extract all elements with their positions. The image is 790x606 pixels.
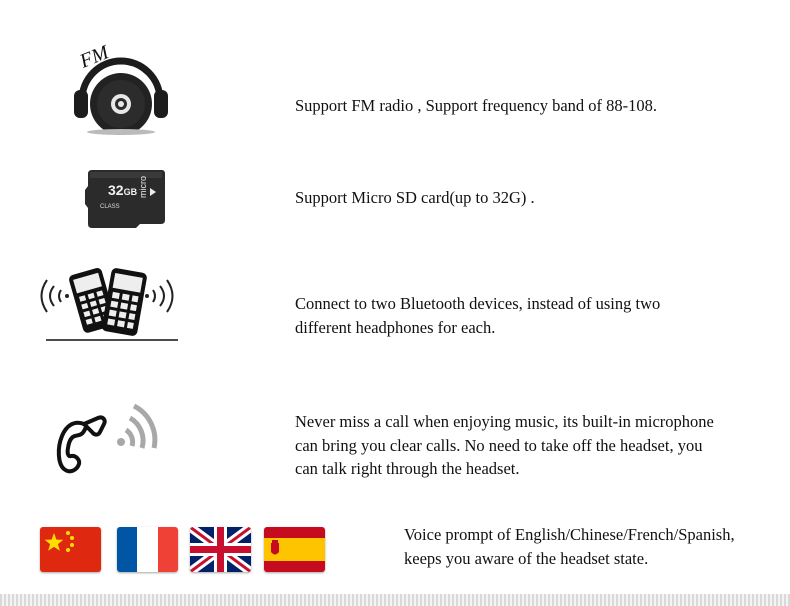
voice-text-line-2: keeps you aware of the headset state. [404,548,649,568]
uk-flag-icon [190,527,251,572]
voice-text-line-1: Voice prompt of English/Chinese/French/Spanish, [404,525,735,544]
call-text-line-3: can talk right through the headset. [295,459,520,478]
bottom-divider-band [0,594,790,606]
fm-radio-icon [68,42,174,136]
sd-capacity [108,182,137,198]
fm-label: FM [76,41,112,73]
bluetooth-text-line-2: different headphones for each. [295,317,496,337]
france-flag-icon [117,527,178,572]
sd-capacity-number: 32 [108,182,124,198]
call-feature-text [295,410,775,481]
spain-flag-icon [264,527,325,572]
bluetooth-feature-text [295,292,765,339]
voice-prompt-text [404,523,784,570]
sd-brand-label: micro [138,176,148,198]
phone-call-icon [54,402,162,476]
sd-feature-text: Support Micro SD card(up to 32G) . [295,188,535,207]
fm-feature-text: Support FM radio , Support frequency band of 88-108. [295,96,658,115]
two-phones-signal-icon [36,262,180,342]
bluetooth-text-line-1: Connect to two Bluetooth devices, instead of using two [295,294,661,313]
sd-class-label: CLASS [100,204,120,210]
micro-sd-card-icon [84,168,166,230]
call-text-line-1: Never miss a call when enjoying music, its built-in microphone [295,412,714,431]
china-flag-icon [40,527,101,572]
call-text-line-2: can bring you clear calls. No need to take off the headset, you [295,435,703,455]
sd-capacity-unit: GB [123,187,138,197]
